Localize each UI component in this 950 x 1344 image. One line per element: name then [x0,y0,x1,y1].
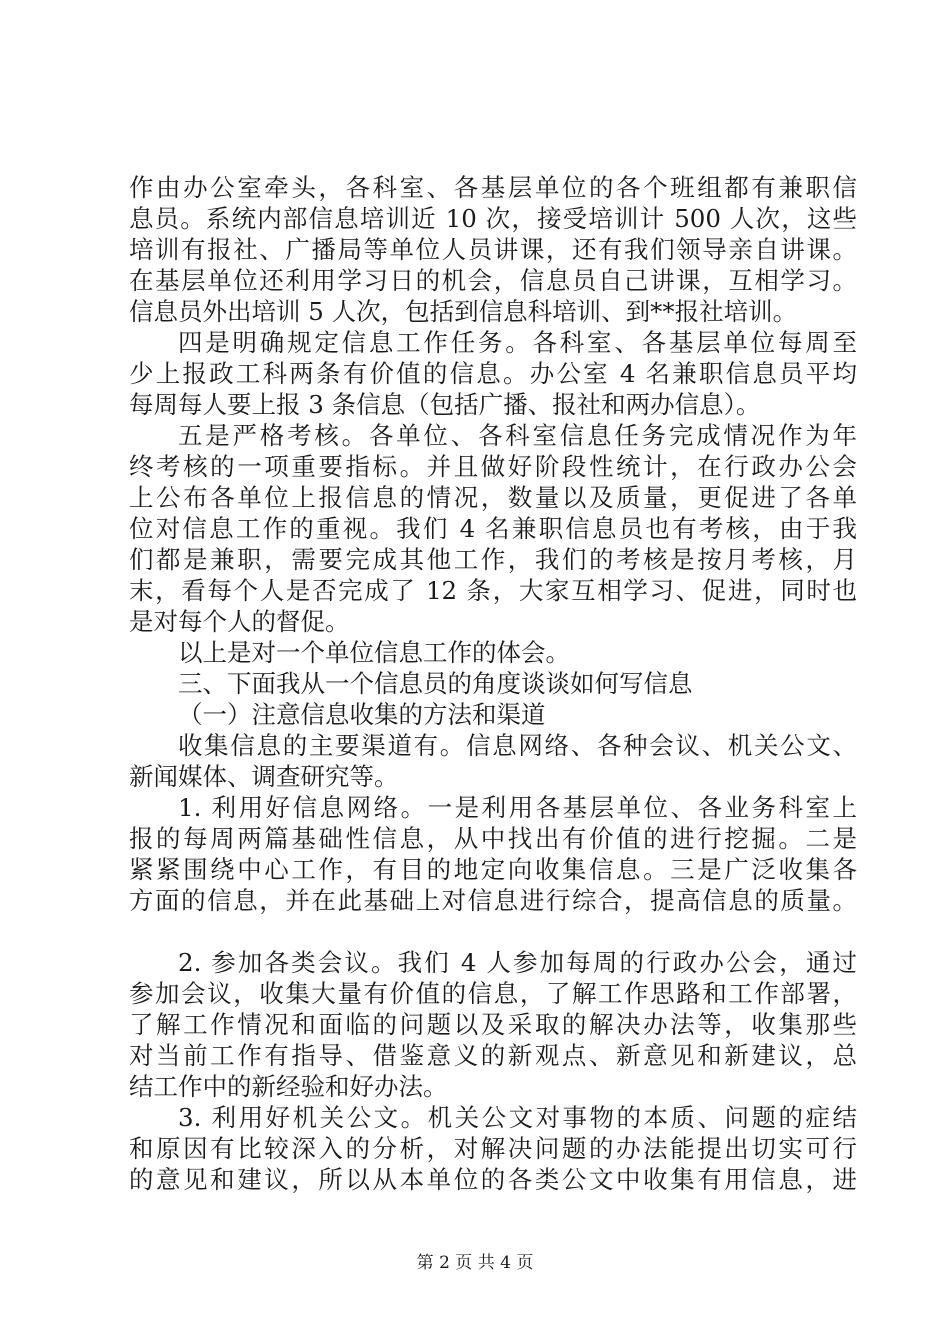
paragraph-start-line: 收集信息的主要渠道有。信息网络、各种会议、机关公文、 [178,731,857,760]
text-line: 对当前工作有指导、借鉴意义的新观点、新意见和新建议，总 [129,1041,857,1070]
text-line: 终考核的一项重要指标。并且做好阶段性统计，在行政办公会 [129,452,857,481]
text-line: 结工作中的新经验和好办法。 [129,1072,448,1101]
text-line: 是对每个人的督促。 [129,607,350,636]
text-line: 信息员外出培训 5 人次，包括到信息科培训、到**报社培训。 [129,297,798,326]
paragraph-start-line: 3. 利用好机关公文。机关公文对事物的本质、问题的症结 [178,1103,857,1132]
text-line: 位对信息工作的重视。我们 4 名兼职信息员也有考核，由于我 [129,514,857,543]
blank-line [129,916,857,947]
text-line: 了解工作情况和面临的问题以及采取的解决办法等，收集那些 [129,1010,857,1039]
text-line: 和原因有比较深入的分析，对解决问题的办法能提出切实可行 [129,1134,857,1163]
section-heading: 三、下面我从一个信息员的角度谈谈如何写信息 [178,669,693,698]
text-line: 作由办公室牵头，各科室、各基层单位的各个班组都有兼职信 [129,173,857,202]
text-line: 新闻媒体、调查研究等。 [129,762,399,791]
text-line: 们都是兼职，需要完成其他工作，我们的考核是按月考核，月 [129,545,857,574]
paragraph-start-line: 四是明确规定信息工作任务。各科室、各基层单位每周至 [178,328,857,357]
paragraph-start-line: 2. 参加各类会议。我们 4 人参加每周的行政办公会，通过 [178,948,857,977]
document-body [129,172,857,1195]
text-line: 末，看每个人是否完成了 12 条，大家互相学习、促进，同时也 [129,576,857,605]
paragraph-start-line: 1. 利用好信息网络。一是利用各基层单位、各业务科室上 [178,793,857,822]
text-line: 在基层单位还利用学习日的机会，信息员自己讲课，互相学习。 [129,266,857,295]
text-line: 培训有报社、广播局等单位人员讲课，还有我们领导亲自讲课。 [129,235,857,264]
text-line: 方面的信息，并在此基础上对信息进行综合，提高信息的质量。 [129,886,857,915]
text-line: 参加会议，收集大量有价值的信息，了解工作思路和工作部署， [129,979,857,1008]
page-number-footer: 第 2 页 共 4 页 [416,1253,534,1273]
paragraph-start-line: 五是严格考核。各单位、各科室信息任务完成情况作为年 [178,421,857,450]
paragraph-start-line: 以上是对一个单位信息工作的体会。 [178,638,570,667]
text-line: 的意见和建议，所以从本单位的各类公文中收集有用信息，进 [129,1165,857,1194]
text-line: 紧紧围绕中心工作，有目的地定向收集信息。三是广泛收集各 [129,855,857,884]
text-line: 息员。系统内部信息培训近 10 次，接受培训计 500 人次，这些 [129,204,857,233]
text-line: 上公布各单位上报信息的情况，数量以及质量，更促进了各单 [129,483,857,512]
text-line: 报的每周两篇基础性信息，从中找出有价值的进行挖掘。二是 [129,824,857,853]
text-line: 少上报政工科两条有价值的信息。办公室 4 名兼职信息员平均 [129,359,857,388]
text-line: 每周每人要上报 3 条信息（包括广播、报社和两办信息）。 [129,390,761,419]
subsection-heading: （一）注意信息收集的方法和渠道 [178,700,546,729]
